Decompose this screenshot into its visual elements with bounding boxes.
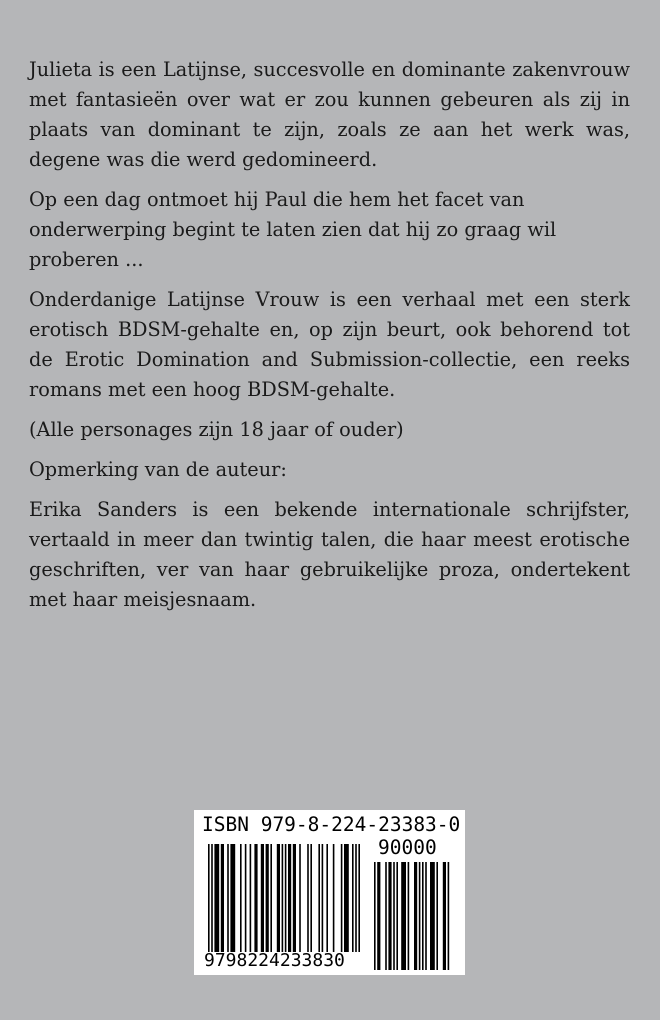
barcode-bar <box>288 844 291 952</box>
barcode-bar <box>310 844 312 952</box>
barcode-bar <box>341 844 343 952</box>
addon-bar <box>436 862 438 970</box>
blurb-paragraph-3: Onderdanige Latijnse Vrouw is een verhaal met een sterk erotisch BDSM-gehalte en, op zijn beurt, ook behorend tot de Erotic Domination and Submission-collectie, een reeks romans met een hoog BDSM-gehalte. <box>29 288 630 401</box>
addon-bar <box>393 862 395 970</box>
addon-bar <box>385 862 387 970</box>
addon-bar <box>388 862 391 970</box>
barcode-bar <box>293 844 296 952</box>
barcode-bar <box>227 844 229 952</box>
ean-digits: 9798224233830 <box>204 950 345 971</box>
barcode-bar <box>307 844 309 952</box>
addon-bar <box>396 862 398 970</box>
addon-bar <box>401 862 406 970</box>
barcode-bar <box>333 844 335 952</box>
barcode-bar <box>352 844 354 952</box>
author-note-heading: Opmerking van de auteur: <box>29 458 287 481</box>
barcode-bar <box>250 844 252 952</box>
author-note: Erika Sanders is een bekende internationale schrijfster, vertaald in meer dan twintig talen, die haar meest erotische geschriften, ver van haar gebruikelijke proza, ondertekent met haar meisjesnaam. <box>29 498 630 611</box>
barcode-bar <box>214 844 219 952</box>
barcode-bar <box>261 844 264 952</box>
barcode-bar <box>270 844 272 952</box>
addon-bar <box>408 862 410 970</box>
barcode-bar <box>240 844 242 952</box>
barcode-bar <box>322 844 324 952</box>
barcode-bar <box>208 844 210 952</box>
back-cover-text <box>29 55 630 625</box>
barcode-bar <box>318 844 320 952</box>
barcode-bar <box>285 844 287 952</box>
isbn-barcode-box <box>194 810 465 975</box>
addon-bar <box>425 862 427 970</box>
barcode-bar <box>254 844 257 952</box>
addon-bar <box>448 862 450 970</box>
addon-bar <box>414 862 417 970</box>
barcode-bar <box>266 844 269 952</box>
price-code: 90000 <box>378 836 437 859</box>
addon-bar <box>419 862 421 970</box>
isbn-label: ISBN 979-8-224-23383-0 <box>202 813 461 836</box>
barcode-bar <box>211 844 213 952</box>
barcode-bar <box>245 844 247 952</box>
addon-bar <box>430 862 435 970</box>
barcode-bar <box>344 844 349 952</box>
blurb-paragraph-2: Op een dag ontmoet hij Paul die hem het facet van onderwerping begint te laten zien dat hij zo graag wil proberen ... <box>29 188 557 271</box>
barcode-bar <box>221 844 224 952</box>
blurb-paragraph-1: Julieta is een Latijnse, succesvolle en dominante zakenvrouw met fantasieën over wat er zou kunnen gebeuren als zij in plaats van dominant te zijn, zoals ze aan het werk was, degene was die werd gedomineerd. <box>29 58 630 171</box>
barcode-bar <box>355 844 357 952</box>
age-disclaimer: (Alle personages zijn 18 jaar of ouder) <box>29 418 404 441</box>
barcode-bar <box>277 844 280 952</box>
addon-bar <box>443 862 446 970</box>
barcode-bar <box>358 844 360 952</box>
barcode-bar <box>299 844 301 952</box>
barcode-bar <box>326 844 328 952</box>
barcode-bar <box>282 844 284 952</box>
addon-bar <box>374 862 376 970</box>
addon-bar <box>377 862 380 970</box>
addon-bar <box>422 862 424 970</box>
barcode-bar <box>230 844 235 952</box>
